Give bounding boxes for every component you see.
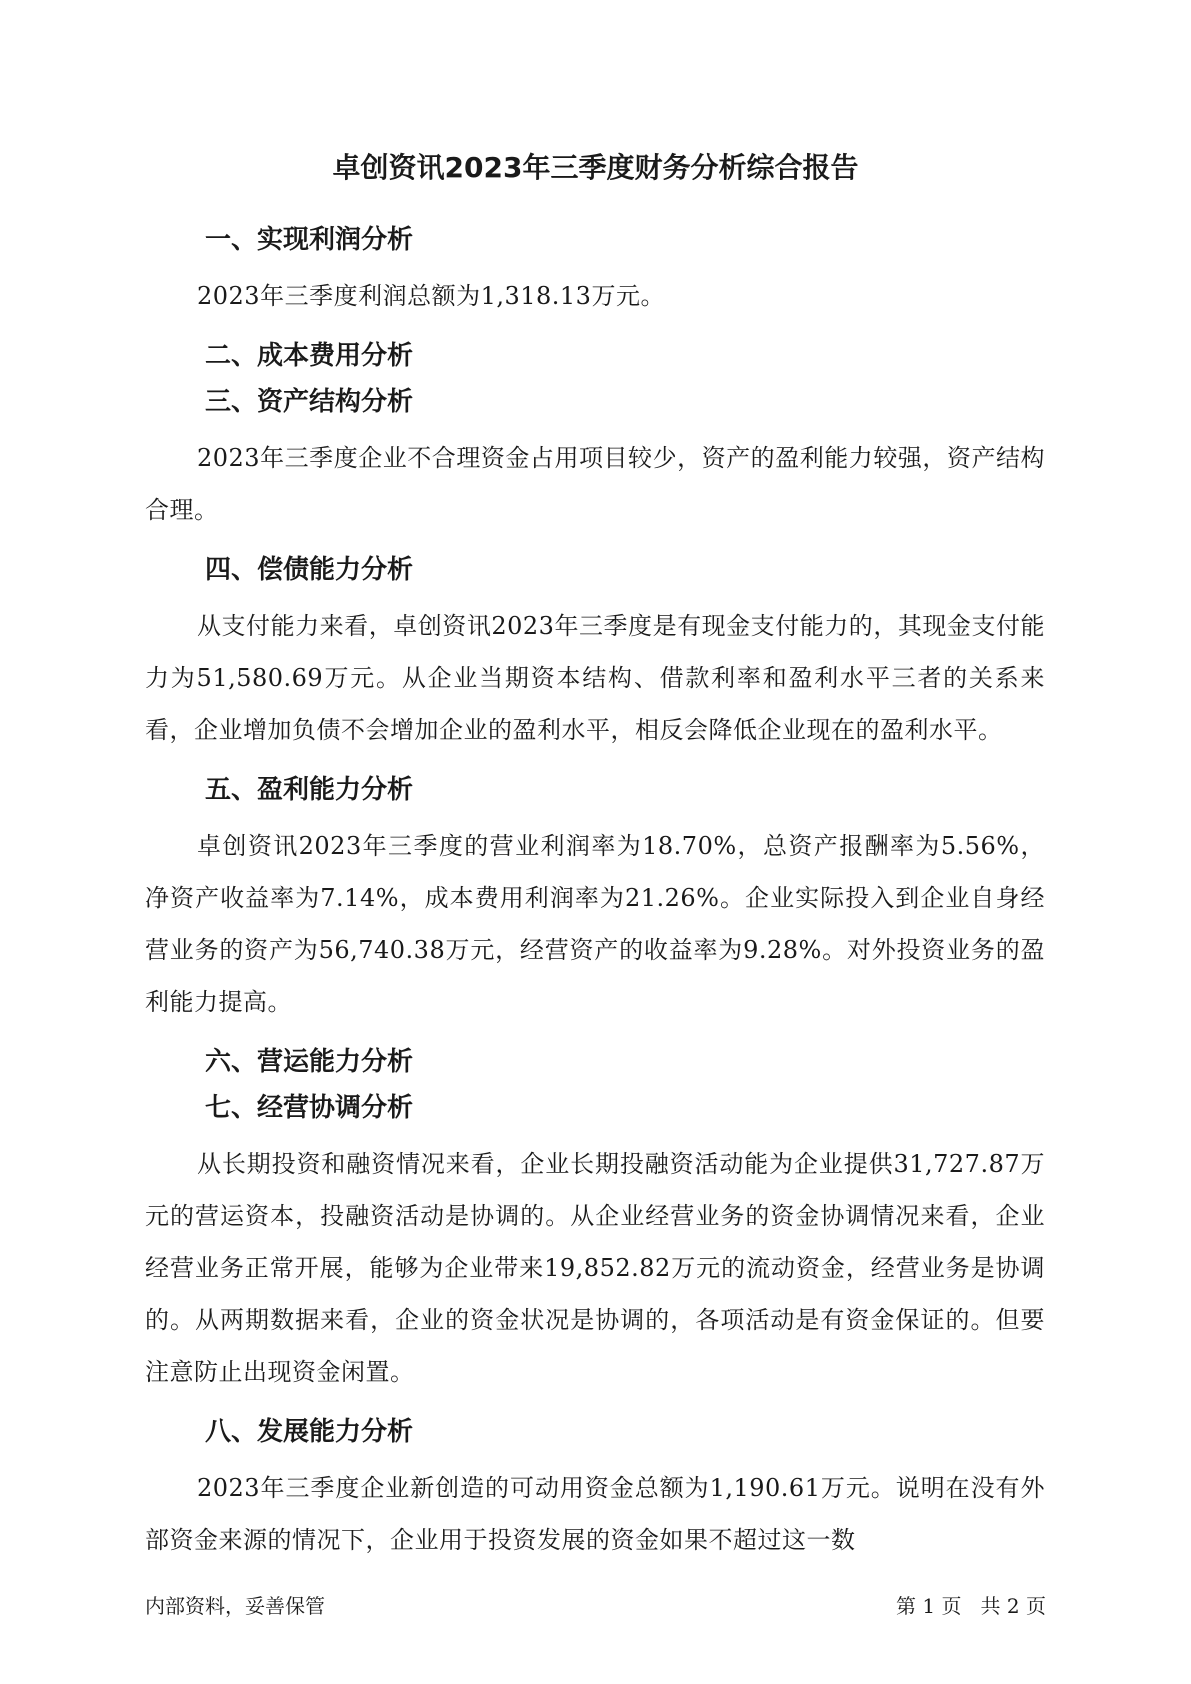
section-heading-operations: 六、营运能力分析	[205, 1047, 414, 1077]
section-paragraph-coordination: 从长期投资和融资情况来看，企业长期投融资活动能为企业提供31,727.87万元的营运资本，投融资活动是协调的。从企业经营业务的资金协调情况来看，企业经营业务正常开展，能够为企业带来19,852.82万元的流动资金，经营业务是协调的。从两期数据来看，企业的资金状况是协调的，各项活动是有资金保证的。但要注意防止出现资金闲置。	[145, 1150, 1045, 1386]
document-title: 卓创资讯2023年三季度财务分析综合报告	[332, 151, 859, 184]
section-paragraph-profit: 2023年三季度利润总额为1,318.13万元。	[197, 282, 665, 310]
section-heading-asset-structure: 三、资产结构分析	[205, 387, 414, 417]
footer-page-number: 第 1 页 共 2 页	[896, 1594, 1046, 1618]
section-paragraph-solvency: 从支付能力来看，卓创资讯2023年三季度是有现金支付能力的，其现金支付能力为51,580.69万元。从企业当期资本结构、借款利率和盈利水平三者的关系来看，企业增加负债不会增加企业的盈利水平，相反会降低企业现在的盈利水平。	[145, 612, 1045, 744]
section-paragraph-profitability: 卓创资讯2023年三季度的营业利润率为18.70%，总资产报酬率为5.56%，净资产收益率为7.14%，成本费用利润率为21.26%。企业实际投入到企业自身经营业务的资产为56,740.38万元，经营资产的收益率为9.28%。对外投资业务的盈利能力提高。	[145, 832, 1045, 1016]
section-heading-coordination: 七、经营协调分析	[205, 1093, 414, 1123]
footer-confidential-note: 内部资料，妥善保管	[145, 1594, 325, 1618]
section-heading-development: 八、发展能力分析	[205, 1417, 414, 1447]
section-heading-profitability: 五、盈利能力分析	[205, 775, 414, 805]
section-paragraph-development: 2023年三季度企业新创造的可动用资金总额为1,190.61万元。说明在没有外部资金来源的情况下，企业用于投资发展的资金如果不超过这一数	[145, 1474, 1045, 1554]
section-paragraph-asset-structure: 2023年三季度企业不合理资金占用项目较少，资产的盈利能力较强，资产结构合理。	[145, 444, 1045, 524]
section-heading-solvency: 四、偿债能力分析	[205, 555, 414, 585]
section-heading-profit: 一、实现利润分析	[205, 225, 414, 255]
section-heading-cost: 二、成本费用分析	[205, 341, 414, 371]
document-body	[145, 220, 1045, 1580]
